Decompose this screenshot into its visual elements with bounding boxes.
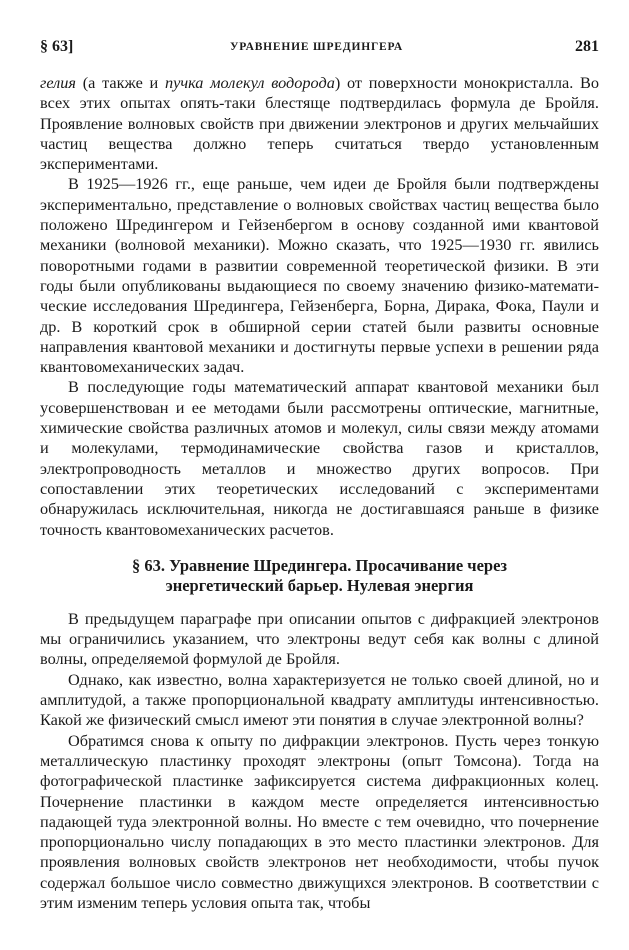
paragraph (40, 73, 599, 174)
paragraph: Обратимся снова к опыту по дифракции электронов. Пусть через тонкую металлическую пластинку проходят электроны (опыт Томсона). Тогда на фотографической пластинке зафиксируется система дифракционных колец. Почернение пластинки в каждом месте определяется интенсивностью падающей туда электронной волны. Но вместе с тем очевидно, что почернение пропорционально числу попадающих в это место пластинки электронов. Для проявления волновых свойств электронов нет необходимости, чтобы пучок содержал большое число совместно движущихся электронов. В соответствии с этим изменим теперь условия опыта так, чтобы (40, 730, 599, 912)
section-heading (40, 556, 599, 597)
paragraph: В предыдущем параграфе при описании опытов с дифракцией электронов мы ограничились указанием, что электроны ведут себя как волны с длиной волны, определяемой формулой де Бройля. (40, 608, 599, 669)
page-body (40, 73, 599, 913)
section-reference: § 63] (40, 38, 74, 55)
section-heading-line: § 63. Уравнение Шредингера. Просачивание через (131, 555, 508, 575)
paragraph: В 1925—1926 гг., еще раньше, чем идеи де Бройля были подтверждены экспериментально, представление о волновых свойствах частиц вещества было положено Шредингером и Гейзенбергом в основу созданной ими квантовой механики (волновой механики). Можно сказать, что 1925—1930 гг. явились поворотными годами в развитии современной теоретической физики. В эти годы были опубликованы выдающиеся по своему значению физико-математические исследования Шредингера, Гейзенберга, Борна, Дирака, Фока, Паули и др. В короткий срок в обширной серии статей были развиты основные направления квантовой механики и достигнуты первые успехи в решении ряда квантовомеханических задач. (40, 174, 599, 377)
section-heading-line: энергетический барьер. Нулевая энергия (165, 576, 474, 596)
running-title: УРАВНЕНИЕ ШРЕДИНГЕРА (230, 41, 403, 53)
paragraph: В последующие годы математический аппарат квантовой механики был усовершенствован и ее методами были рассмотрены оптические, магнитные, химические свойства различных атомов и молекул, силы связи между атомами и молекулами, термодинамические свойства газов и кристаллов, электропроводность металлов и множество других вопросов. При сопоставлении этих теоретических исследований с экспериментами обнаружилась исключительная, никогда не достигавшаяся раньше в физике точность квантовомеханических расчетов. (40, 377, 599, 539)
paragraph-text: ) от поверхности монокристалла. Во всех этих опытах опять-таки блестяще подтвердилась формула де Бройля. Проявление волновых свойств при движении электронов и других мельчайших частиц вещества должно теперь считаться твердо установленным экспериментами. (40, 73, 600, 174)
italic-term-hydrogen-beam: пучка молекул водорода (164, 73, 335, 92)
paragraph: Однако, как известно, волна характеризуется не только своей длиной, но и амплитудой, а также пропорциональной квадрату амплитуды интенсивностью. Какой же физический смысл имеют эти понятия в случае электронной волны? (40, 669, 599, 730)
running-header (40, 38, 599, 64)
paragraph-text: (а также и (75, 73, 165, 92)
italic-term-helium: гелия (40, 73, 76, 92)
page-number: 281 (575, 38, 599, 55)
